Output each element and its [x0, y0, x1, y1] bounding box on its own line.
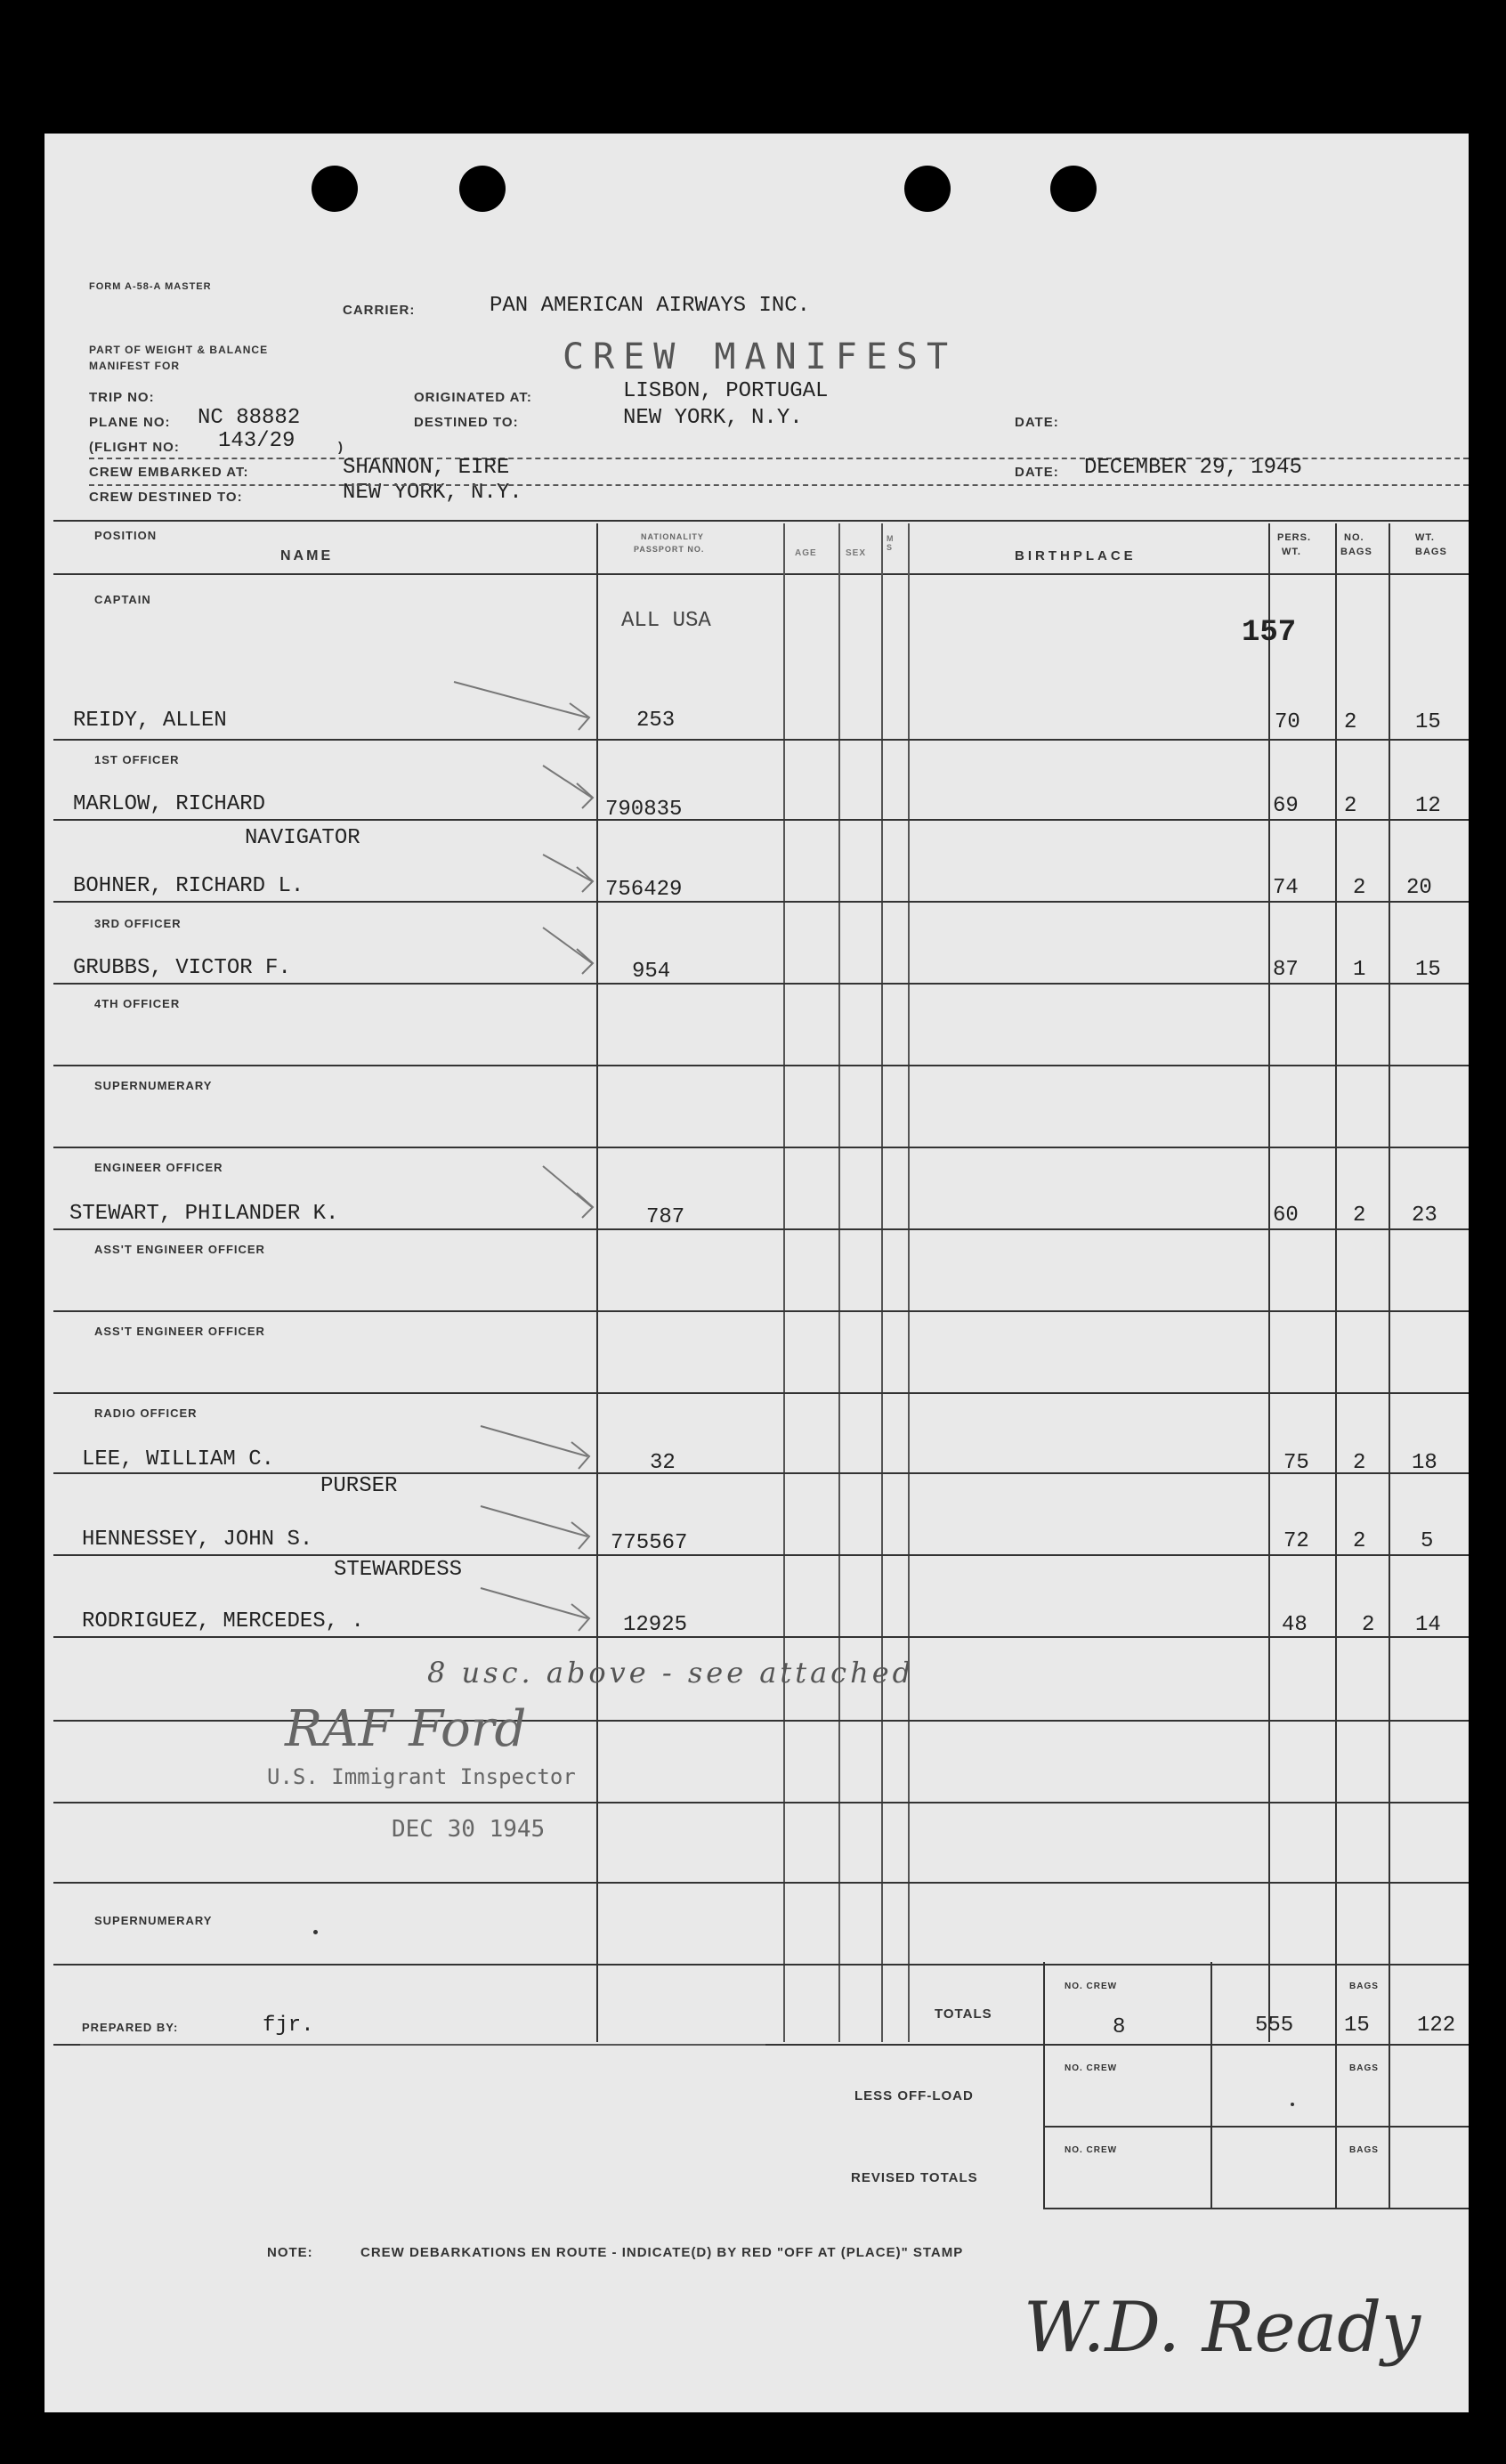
crew-passport: 12925: [623, 1613, 688, 1637]
crew-wt-bags: 12: [1415, 794, 1441, 818]
crew-pers-wt: 60: [1273, 1204, 1299, 1228]
pos-captain: CAPTAIN: [94, 593, 151, 606]
pos-asst-engineer-1: ASS'T ENGINEER OFFICER: [94, 1243, 265, 1256]
ink-dot: [1291, 2103, 1294, 2106]
crew-passport: 775567: [611, 1531, 688, 1555]
crew-wt-bags: 15: [1415, 958, 1441, 982]
no-crew-label: NO. CREW: [1065, 1982, 1118, 1991]
bags-label: BAGS: [1349, 2145, 1379, 2155]
totals-pers-wt: 555: [1255, 2014, 1294, 2038]
note-text: CREW DEBARKATIONS EN ROUTE - INDICATE(D) BY RED "OFF AT (PLACE)" STAMP: [360, 2245, 964, 2260]
col-age: AGE: [795, 548, 817, 558]
crew-destined-value: NEW YORK, N.Y.: [343, 481, 522, 505]
crew-wt-bags: 23: [1412, 1204, 1437, 1228]
crew-pers-wt: 74: [1273, 876, 1299, 900]
col-no-bags: NO.: [1344, 532, 1364, 543]
check-arrows: [45, 134, 1469, 2412]
destined-value: NEW YORK, N.Y.: [623, 406, 803, 430]
crew-name: HENNESSEY, JOHN S.: [82, 1528, 313, 1552]
col-pers-wt: PERS.: [1277, 532, 1312, 543]
part-label-1: PART OF WEIGHT & BALANCE: [89, 344, 269, 356]
col-ms: M S: [887, 534, 895, 552]
pos-supernumerary: SUPERNUMERARY: [94, 1079, 213, 1092]
col-wt-bags: WT.: [1415, 532, 1435, 543]
col-sex: SEX: [846, 548, 867, 558]
count-note: 157: [1242, 616, 1297, 650]
note-label: NOTE:: [267, 2245, 313, 2260]
totals-crew: 8: [1113, 2015, 1126, 2039]
plane-value: NC 88882: [198, 406, 301, 430]
no-crew-label: NO. CREW: [1065, 2063, 1118, 2073]
prepared-label: PREPARED BY:: [82, 2021, 179, 2034]
crew-wt-bags: 14: [1415, 1613, 1441, 1637]
crew-wt-bags: 15: [1415, 710, 1441, 734]
col-nationality: NATIONALITY: [641, 532, 704, 541]
pos-navigator: NAVIGATOR: [245, 826, 360, 850]
pos-radio: RADIO OFFICER: [94, 1406, 198, 1420]
bottom-signature: W.D. Ready: [1024, 2288, 1421, 2368]
embarked-label: CREW EMBARKED AT:: [89, 465, 249, 480]
col-passport: PASSPORT NO.: [634, 545, 705, 554]
crew-bags: 2: [1344, 710, 1357, 734]
ink-dot: [313, 1930, 318, 1934]
col-wt-bags-2: BAGS: [1415, 547, 1447, 557]
part-label-2: MANIFEST FOR: [89, 360, 180, 372]
nationality-all: ALL USA: [621, 609, 711, 633]
totals-bags: 15: [1344, 2014, 1370, 2038]
carrier-label: CARRIER:: [343, 303, 416, 318]
crew-pers-wt: 69: [1273, 794, 1299, 818]
col-position: POSITION: [94, 529, 158, 542]
manifest-page: [45, 134, 1469, 2412]
carrier-value: PAN AMERICAN AIRWAYS INC.: [490, 294, 811, 318]
inspector-signature: RAF Ford: [285, 1700, 527, 1758]
pos-engineer: ENGINEER OFFICER: [94, 1161, 223, 1174]
crew-name: LEE, WILLIAM C.: [82, 1447, 275, 1471]
pos-third-officer: 3RD OFFICER: [94, 917, 182, 930]
revised-label: REVISED TOTALS: [851, 2170, 978, 2185]
date-label: DATE:: [1015, 415, 1059, 430]
flight-label: (FLIGHT NO:: [89, 440, 180, 455]
crew-bags: 2: [1362, 1613, 1375, 1637]
date-value: DECEMBER 29, 1945: [1084, 456, 1302, 480]
crew-passport: 253: [636, 709, 676, 733]
form-number: FORM A-58-A MASTER: [89, 281, 212, 292]
crew-pers-wt: 48: [1282, 1613, 1308, 1637]
col-name: NAME: [280, 548, 334, 563]
crew-passport: 954: [632, 960, 671, 984]
bags-label: BAGS: [1349, 1982, 1379, 1991]
pos-supernumerary-2: SUPERNUMERARY: [94, 1914, 213, 1927]
crew-bags: 2: [1353, 1529, 1366, 1553]
pos-fourth-officer: 4TH OFFICER: [94, 997, 181, 1010]
crew-pers-wt: 72: [1283, 1529, 1309, 1553]
col-pers-wt-2: WT.: [1282, 547, 1301, 557]
manifest-title: CREW MANIFEST: [563, 336, 958, 377]
less-label: LESS OFF-LOAD: [854, 2088, 974, 2103]
crew-bags: 2: [1353, 1451, 1366, 1475]
originated-label: ORIGINATED AT:: [414, 390, 532, 405]
crew-pers-wt: 70: [1275, 710, 1300, 734]
crew-name: MARLOW, RICHARD: [73, 792, 266, 816]
pos-purser: PURSER: [320, 1474, 398, 1498]
col-no-bags-2: BAGS: [1340, 547, 1372, 557]
crew-bags: 2: [1353, 876, 1366, 900]
crew-passport: 790835: [605, 798, 683, 822]
crew-name: BOHNER, RICHARD L.: [73, 874, 304, 898]
crew-passport: 32: [650, 1451, 676, 1475]
crew-passport: 756429: [605, 878, 683, 902]
crew-pers-wt: 87: [1273, 958, 1299, 982]
originated-value: LISBON, PORTUGAL: [623, 379, 829, 403]
pos-asst-engineer-2: ASS'T ENGINEER OFFICER: [94, 1325, 265, 1338]
crew-destined-label: CREW DESTINED TO:: [89, 490, 243, 505]
embarked-value: SHANNON, EIRE: [343, 456, 510, 480]
inspector-stamp: U.S. Immigrant Inspector: [267, 1764, 576, 1789]
crew-wt-bags: 20: [1406, 876, 1432, 900]
crew-bags: 2: [1344, 794, 1357, 818]
crew-wt-bags: 18: [1412, 1451, 1437, 1475]
no-crew-label: NO. CREW: [1065, 2145, 1118, 2155]
col-birthplace: BIRTHPLACE: [1015, 548, 1137, 563]
crew-bags: 1: [1353, 958, 1366, 982]
trip-label: TRIP NO:: [89, 390, 155, 405]
flight-close: ): [338, 440, 344, 455]
crew-passport: 787: [646, 1205, 685, 1229]
crew-bags: 2: [1353, 1204, 1366, 1228]
totals-wt-bags: 122: [1417, 2014, 1456, 2038]
crew-name: GRUBBS, VICTOR F.: [73, 956, 291, 980]
crew-name: RODRIGUEZ, MERCEDES, .: [82, 1609, 364, 1633]
bags-label: BAGS: [1349, 2063, 1379, 2073]
totals-label: TOTALS: [935, 2006, 992, 2022]
crew-wt-bags: 5: [1421, 1529, 1434, 1553]
crew-name: STEWART, PHILANDER K.: [69, 1202, 339, 1226]
handwritten-note: 8 usc. above - see attached: [427, 1656, 915, 1690]
crew-pers-wt: 75: [1283, 1451, 1309, 1475]
pos-first-officer: 1ST OFFICER: [94, 753, 180, 766]
destined-label: DESTINED TO:: [414, 415, 519, 430]
pos-stewardess: STEWARDESS: [334, 1558, 463, 1582]
crew-name: REIDY, ALLEN: [73, 709, 227, 733]
prepared-by: fjr.: [263, 2014, 314, 2038]
flight-value: 143/29: [218, 429, 296, 453]
plane-label: PLANE NO:: [89, 415, 171, 430]
date-label-2: DATE:: [1015, 465, 1059, 480]
stamp-date: DEC 30 1945: [392, 1816, 546, 1843]
